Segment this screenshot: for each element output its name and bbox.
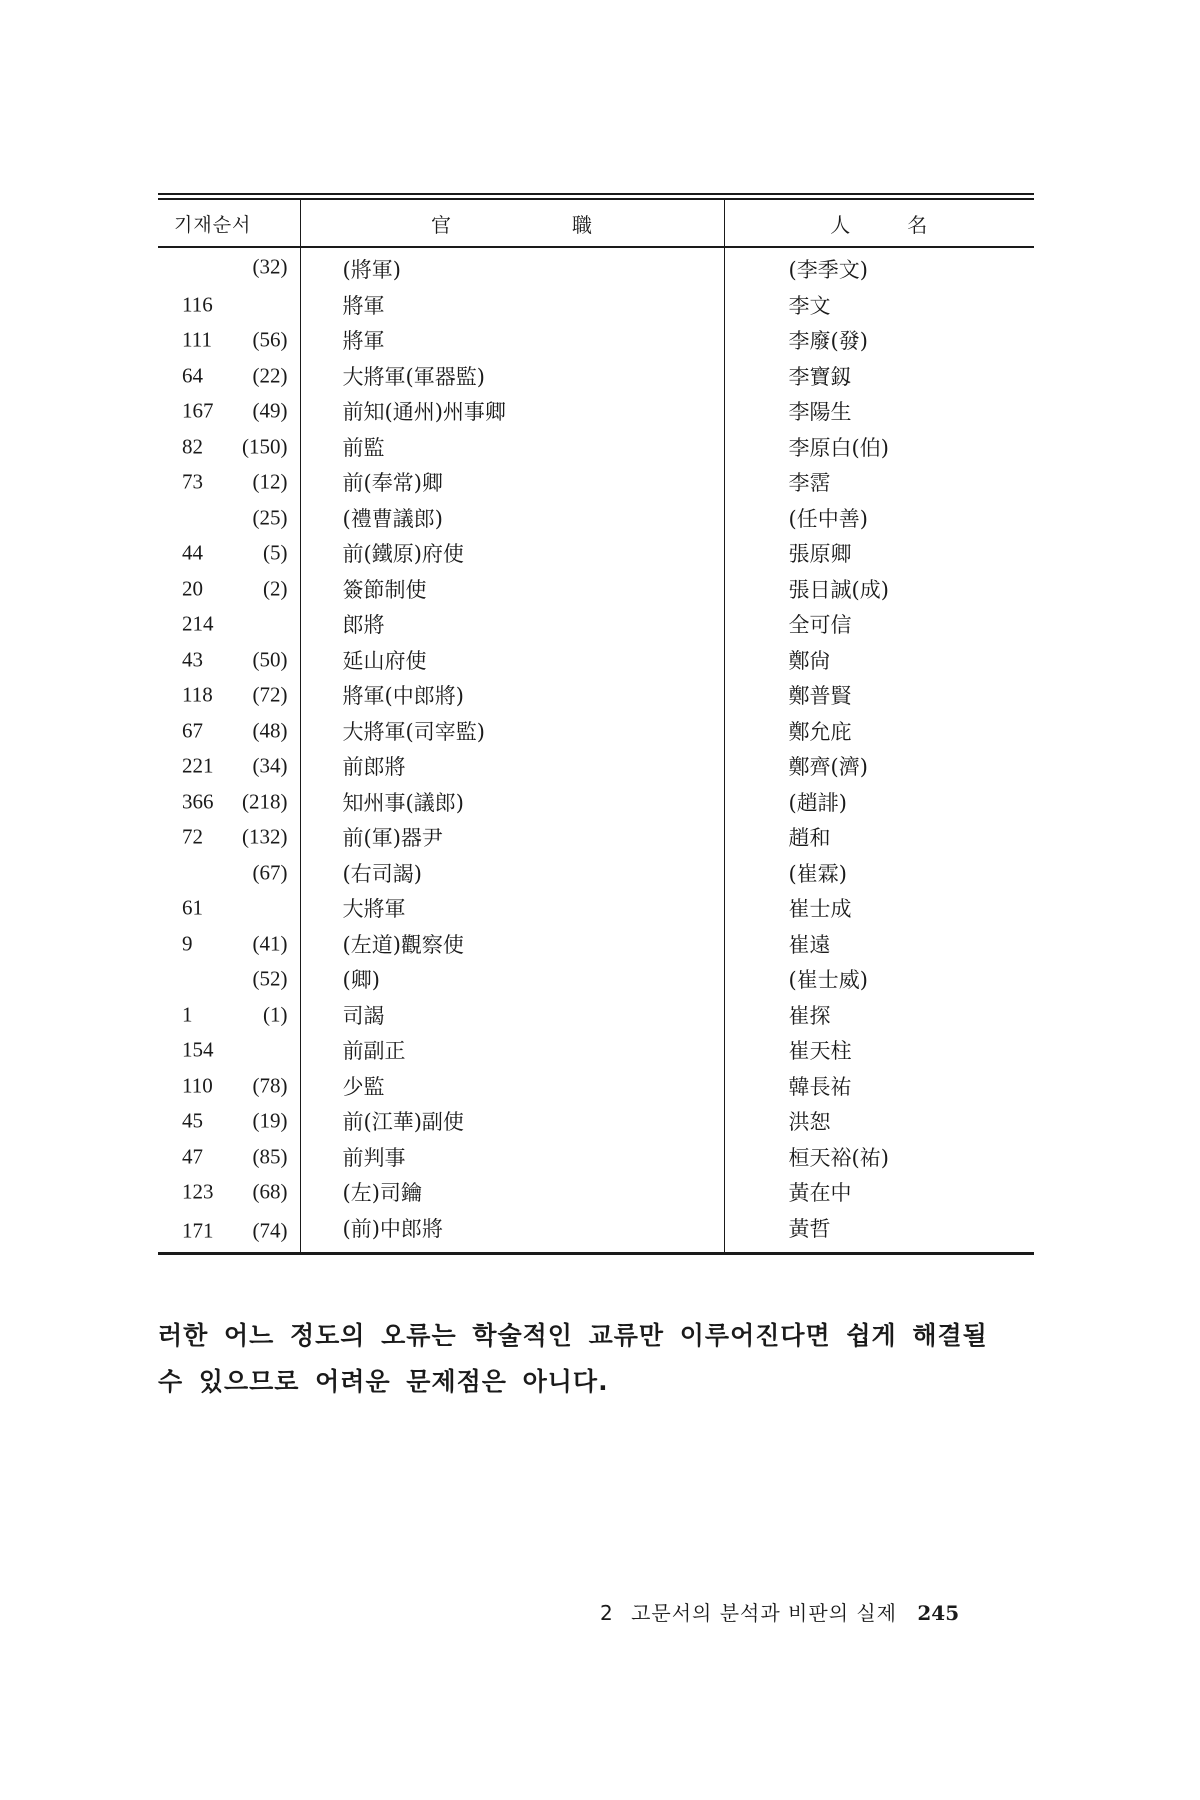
table-row [158, 642, 1034, 678]
seq-number-alt: (41) [252, 931, 288, 956]
table-row [158, 891, 1034, 927]
cell-seq [158, 607, 300, 643]
seq-number-alt: (34) [252, 753, 288, 778]
cell-seq [158, 642, 300, 678]
cell-office: 大將軍(司宰監) [300, 713, 724, 749]
cell-office: 前(軍)器尹 [300, 820, 724, 856]
cell-office: 大將軍 [300, 891, 724, 927]
body-paragraph [158, 1313, 1038, 1405]
page-number: 245 [917, 1601, 960, 1625]
running-footer [600, 1597, 1032, 1626]
cell-person-name: 李寶釼 [724, 358, 1034, 394]
table-row [158, 997, 1034, 1033]
seq-number: 73 [182, 469, 203, 494]
seq-number: 118 [182, 682, 213, 707]
cell-person-name: 李霑 [724, 465, 1034, 501]
table-row [158, 1104, 1034, 1140]
table-row [158, 465, 1034, 501]
cell-seq [158, 358, 300, 394]
seq-number-alt: (56) [252, 327, 288, 352]
table-body [158, 248, 1034, 1252]
cell-person-name: 黃哲 [724, 1210, 1034, 1252]
header-seq: 기재순서 [174, 213, 252, 236]
table-row [158, 784, 1034, 820]
seq-number-alt: (48) [252, 718, 288, 743]
cell-office: (禮曹議郎) [300, 500, 724, 536]
cell-person-name: 桓天裕(祐) [724, 1139, 1034, 1175]
cell-person-name: 全可信 [724, 607, 1034, 643]
seq-number: 67 [182, 718, 203, 743]
cell-seq [158, 1210, 300, 1252]
table-row [158, 1175, 1034, 1211]
cell-seq [158, 429, 300, 465]
seq-number-alt: (50) [252, 647, 288, 672]
seq-number: 45 [182, 1108, 203, 1133]
cell-seq [158, 1139, 300, 1175]
seq-number: 111 [182, 327, 212, 352]
cell-office: 將軍(中郎將) [300, 678, 724, 714]
cell-seq [158, 891, 300, 927]
cell-office: 簽節制使 [300, 571, 724, 607]
cell-office: 前知(通州)州事卿 [300, 394, 724, 430]
table-row [158, 536, 1034, 572]
cell-seq [158, 784, 300, 820]
body-line-1: 러한 어느 정도의 오류는 학술적인 교류만 이루어진다면 쉽게 해결될 [158, 1321, 988, 1350]
cell-person-name: 洪恕 [724, 1104, 1034, 1140]
table-row [158, 713, 1034, 749]
seq-number: 221 [182, 753, 214, 778]
cell-office: 前判事 [300, 1139, 724, 1175]
cell-seq [158, 394, 300, 430]
seq-number-alt: (67) [252, 860, 288, 885]
cell-seq [158, 536, 300, 572]
footer-chapter-number: 2 [600, 1601, 613, 1625]
seq-number-alt: (19) [252, 1108, 288, 1133]
table-row [158, 500, 1034, 536]
cell-seq [158, 997, 300, 1033]
seq-number: 214 [182, 611, 214, 636]
seq-number-alt: (85) [252, 1144, 288, 1169]
table-row [158, 358, 1034, 394]
header-office-b: 職 [572, 212, 593, 237]
seq-number: 20 [182, 576, 203, 601]
cell-seq [158, 855, 300, 891]
seq-number: 167 [182, 398, 214, 423]
cell-office: 前副正 [300, 1033, 724, 1069]
footer-chapter-title: 고문서의 분석과 비판의 실제 [631, 1601, 898, 1625]
seq-number-alt: (74) [252, 1218, 288, 1243]
cell-seq [158, 1175, 300, 1211]
cell-person-name: (崔霖) [724, 855, 1034, 891]
table-header-row [158, 200, 1034, 246]
header-name-a: 人 [830, 212, 852, 237]
cell-office: 大將軍(軍器監) [300, 358, 724, 394]
seq-number-alt: (150) [242, 434, 288, 459]
cell-office: 將軍 [300, 287, 724, 323]
seq-number: 154 [182, 1037, 214, 1062]
cell-seq [158, 1104, 300, 1140]
table-row [158, 287, 1034, 323]
seq-number-alt: (52) [252, 966, 288, 991]
cell-person-name: 李文 [724, 287, 1034, 323]
cell-seq [158, 465, 300, 501]
seq-number: 44 [182, 540, 203, 565]
seq-number-alt: (1) [263, 1002, 288, 1027]
table-top-rule [158, 193, 1034, 195]
cell-person-name: 李廢(發) [724, 323, 1034, 359]
cell-seq [158, 962, 300, 998]
seq-number-alt: (2) [263, 576, 288, 601]
table-row [158, 926, 1034, 962]
seq-number-alt: (12) [252, 469, 288, 494]
seq-number-alt: (218) [242, 789, 288, 814]
cell-office: 知州事(議郎) [300, 784, 724, 820]
table-row [158, 248, 1034, 288]
cell-seq [158, 1068, 300, 1104]
cell-person-name: (趙誹) [724, 784, 1034, 820]
cell-seq [158, 926, 300, 962]
cell-person-name: (李季文) [724, 248, 1034, 288]
cell-person-name: 鄭允庇 [724, 713, 1034, 749]
table-row [158, 323, 1034, 359]
cell-office: (左道)觀察使 [300, 926, 724, 962]
cell-office: 前(奉常)卿 [300, 465, 724, 501]
seq-number: 64 [182, 363, 203, 388]
seq-number: 82 [182, 434, 203, 459]
table-row [158, 820, 1034, 856]
table-row [158, 749, 1034, 785]
roster-table [158, 200, 1034, 1252]
table-bottom-rule [158, 1252, 1034, 1255]
table-row [158, 1210, 1034, 1252]
cell-seq [158, 500, 300, 536]
header-name [724, 200, 1034, 246]
seq-number: 110 [182, 1073, 213, 1098]
cell-seq [158, 749, 300, 785]
cell-office: 前郎將 [300, 749, 724, 785]
cell-person-name: (任中善) [724, 500, 1034, 536]
cell-person-name: 崔遠 [724, 926, 1034, 962]
seq-number-alt: (78) [252, 1073, 288, 1098]
cell-office: (前)中郎將 [300, 1210, 724, 1252]
cell-office: (右司謁) [300, 855, 724, 891]
cell-person-name: 黃在中 [724, 1175, 1034, 1211]
table-row [158, 678, 1034, 714]
cell-person-name: 李陽生 [724, 394, 1034, 430]
seq-number: 61 [182, 895, 203, 920]
header-office-a: 官 [431, 212, 452, 237]
cell-person-name: 崔天柱 [724, 1033, 1034, 1069]
seq-number-alt: (25) [252, 505, 288, 530]
seq-number: 1 [182, 1002, 193, 1027]
table-row [158, 571, 1034, 607]
seq-number: 43 [182, 647, 203, 672]
seq-number-alt: (72) [252, 682, 288, 707]
seq-number-alt: (49) [252, 398, 288, 423]
seq-number: 72 [182, 824, 203, 849]
officials-table [158, 193, 1034, 1255]
seq-number: 366 [182, 789, 214, 814]
cell-office: 司謁 [300, 997, 724, 1033]
cell-seq [158, 323, 300, 359]
cell-person-name: (崔士威) [724, 962, 1034, 998]
seq-number: 9 [182, 931, 193, 956]
table-row [158, 429, 1034, 465]
cell-person-name: 韓長祐 [724, 1068, 1034, 1104]
table-row [158, 1033, 1034, 1069]
cell-person-name: 趙和 [724, 820, 1034, 856]
cell-office: (將軍) [300, 248, 724, 288]
seq-number: 47 [182, 1144, 203, 1169]
cell-person-name: 鄭尙 [724, 642, 1034, 678]
cell-person-name: 李原白(伯) [724, 429, 1034, 465]
seq-number: 116 [182, 292, 213, 317]
cell-office: 郎將 [300, 607, 724, 643]
table-row [158, 1068, 1034, 1104]
header-name-b: 名 [907, 212, 929, 237]
cell-seq [158, 713, 300, 749]
cell-person-name: 張日誠(成) [724, 571, 1034, 607]
cell-seq [158, 287, 300, 323]
seq-number-alt: (32) [252, 254, 288, 279]
cell-person-name: 崔探 [724, 997, 1034, 1033]
cell-person-name: 崔士成 [724, 891, 1034, 927]
cell-office: 前監 [300, 429, 724, 465]
table-row [158, 1139, 1034, 1175]
table-row [158, 855, 1034, 891]
cell-person-name: 鄭齊(濟) [724, 749, 1034, 785]
seq-number: 171 [182, 1218, 214, 1243]
cell-office: 前(鐵原)府使 [300, 536, 724, 572]
table-row [158, 394, 1034, 430]
cell-office: 將軍 [300, 323, 724, 359]
cell-office: 少監 [300, 1068, 724, 1104]
seq-number-alt: (5) [263, 540, 288, 565]
cell-office: (卿) [300, 962, 724, 998]
cell-seq [158, 571, 300, 607]
seq-number: 123 [182, 1179, 214, 1204]
cell-seq [158, 1033, 300, 1069]
body-line-2: 수 있으므로 어려운 문제점은 아니다. [158, 1367, 609, 1396]
seq-number-alt: (22) [252, 363, 288, 388]
table-row [158, 607, 1034, 643]
cell-seq [158, 678, 300, 714]
cell-seq [158, 820, 300, 856]
seq-number-alt: (132) [242, 824, 288, 849]
table-row [158, 962, 1034, 998]
cell-office: 延山府使 [300, 642, 724, 678]
header-office [300, 200, 724, 246]
cell-office: 前(江華)副使 [300, 1104, 724, 1140]
cell-office: (左)司鑰 [300, 1175, 724, 1211]
cell-person-name: 鄭普賢 [724, 678, 1034, 714]
cell-person-name: 張原卿 [724, 536, 1034, 572]
seq-number-alt: (68) [252, 1179, 288, 1204]
cell-seq [158, 248, 300, 288]
